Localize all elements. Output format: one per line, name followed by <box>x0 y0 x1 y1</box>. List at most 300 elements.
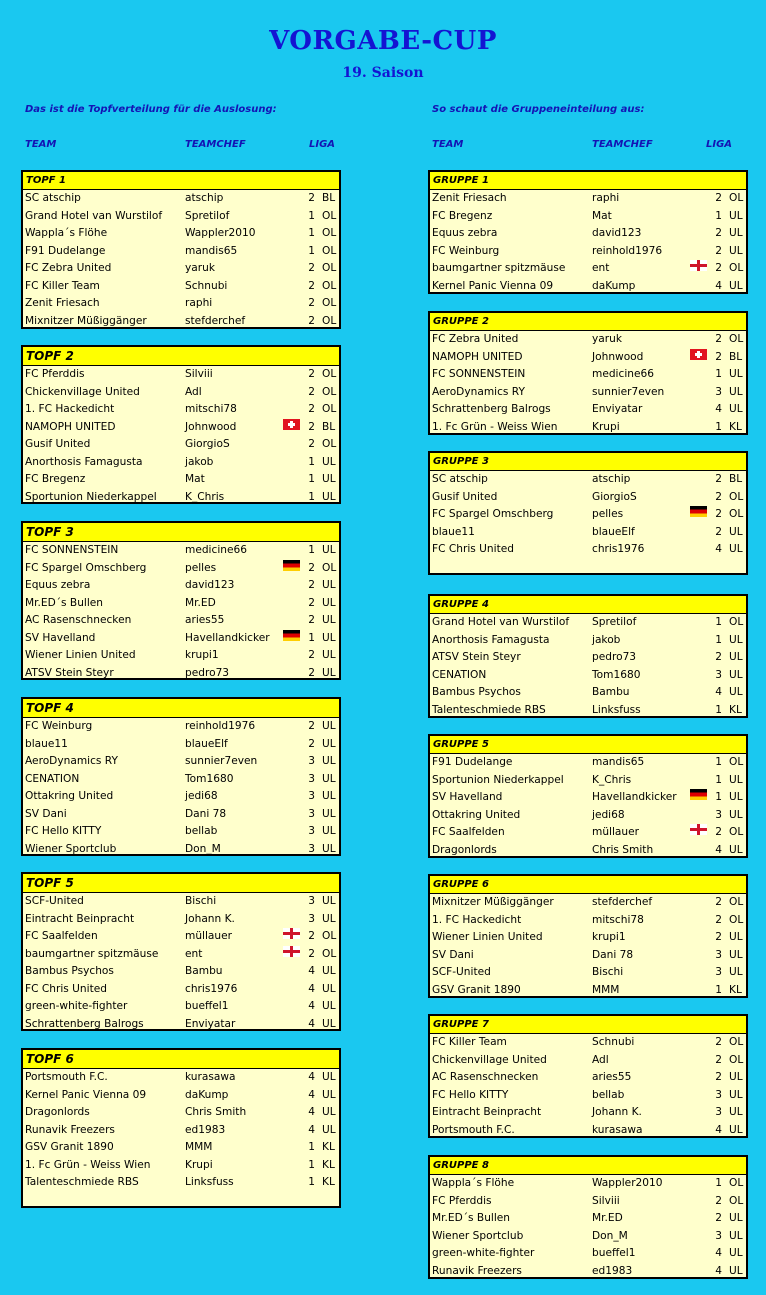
team-name: Mixnitzer Müßiggänger <box>432 896 554 908</box>
liga-code: UL <box>322 790 336 802</box>
team-name: Grand Hotel van Wurstilof <box>25 209 163 222</box>
team-name: Ottakring United <box>25 790 114 802</box>
topf-title: TOPF 1 <box>23 172 339 190</box>
liga-code: UL <box>322 1017 336 1030</box>
team-chef: aries55 <box>592 1071 632 1083</box>
team-chef: medicine66 <box>185 544 247 556</box>
team-chef: Mat <box>592 209 612 222</box>
liga-code: BL <box>322 192 336 204</box>
team-row <box>23 736 339 754</box>
team-chef: Wappler2010 <box>185 227 256 239</box>
team-chef: Bischi <box>185 895 217 907</box>
liga-code: OL <box>729 333 744 345</box>
gruppe-box <box>428 451 748 575</box>
liga-code: UL <box>322 755 336 767</box>
topf-box <box>21 1048 341 1208</box>
team-name: Mixnitzer Müßiggänger <box>25 314 147 327</box>
liga-number: 4 <box>308 1088 315 1101</box>
column-header-liga: LIGA <box>706 139 733 150</box>
liga-number: 2 <box>308 561 315 574</box>
team-row <box>430 1245 746 1263</box>
liga-code: UL <box>729 791 743 803</box>
team-chef: ent <box>592 262 610 274</box>
team-chef: Silviii <box>185 368 213 380</box>
team-row <box>430 649 746 667</box>
team-row <box>23 612 339 630</box>
liga-number: 4 <box>715 843 722 856</box>
team-chef: Mr.ED <box>592 1212 623 1224</box>
liga-number: 2 <box>715 1071 722 1083</box>
liga-number: 2 <box>308 438 315 450</box>
liga-number: 1 <box>308 455 315 468</box>
team-chef: GiorgioS <box>592 490 637 503</box>
liga-number: 1 <box>715 633 722 646</box>
gruppe-title: GRUPPE 1 <box>430 172 746 190</box>
liga-code: OL <box>729 616 744 628</box>
team-row <box>430 807 746 825</box>
team-chef: bueffel1 <box>185 1000 229 1012</box>
team-row <box>23 489 339 507</box>
liga-code: KL <box>322 1141 335 1153</box>
liga-code: OL <box>729 756 744 768</box>
liga-number: 3 <box>308 807 315 820</box>
liga-number: 1 <box>308 244 315 257</box>
liga-code: UL <box>322 544 336 556</box>
team-row <box>23 560 339 578</box>
liga-code: UL <box>322 455 336 468</box>
team-row <box>23 893 339 911</box>
team-row <box>23 243 339 261</box>
team-row <box>430 349 746 367</box>
team-row <box>23 998 339 1016</box>
team-name: FC Saalfelden <box>25 930 98 942</box>
liga-number: 4 <box>715 1123 722 1136</box>
team-row <box>430 684 746 702</box>
team-row <box>23 190 339 208</box>
team-row <box>430 260 746 278</box>
team-row <box>23 981 339 999</box>
liga-code: UL <box>322 912 336 925</box>
swiss-flag-icon <box>283 419 300 430</box>
column-header-chef: TEAMCHEF <box>185 139 246 150</box>
liga-code: UL <box>729 244 743 257</box>
team-row <box>430 894 746 912</box>
liga-code: UL <box>322 631 336 644</box>
team-name: Bambus Psychos <box>432 686 521 698</box>
liga-code: UL <box>729 525 743 538</box>
liga-code: UL <box>729 403 743 415</box>
liga-code: UL <box>729 385 743 398</box>
team-name: Schrattenberg Balrogs <box>432 403 551 415</box>
team-chef: Adl <box>185 385 202 398</box>
liga-number: 2 <box>715 262 722 274</box>
liga-number: 2 <box>715 473 722 485</box>
team-row <box>23 771 339 789</box>
team-chef: kurasawa <box>592 1123 643 1136</box>
team-row <box>430 471 746 489</box>
liga-number: 2 <box>715 525 722 538</box>
team-chef: chris1976 <box>185 982 238 995</box>
team-row <box>430 1104 746 1122</box>
team-row <box>23 542 339 560</box>
liga-number: 2 <box>715 826 722 838</box>
team-name: Zenit Friesach <box>25 297 100 309</box>
liga-code: UL <box>322 982 336 995</box>
team-chef: reinhold1976 <box>592 244 663 257</box>
team-name: AC Rasenschnecken <box>25 614 132 626</box>
team-name: Portsmouth F.C. <box>25 1071 108 1083</box>
column-header-chef: TEAMCHEF <box>592 139 653 150</box>
team-name: Equus zebra <box>432 227 498 239</box>
column-headers-left <box>25 139 345 151</box>
team-row <box>23 384 339 402</box>
topf-box <box>21 697 341 856</box>
team-name: AeroDynamics RY <box>432 385 525 398</box>
liga-code: UL <box>729 279 743 292</box>
team-row <box>430 912 746 930</box>
team-chef: krupi1 <box>592 931 626 943</box>
liga-code: UL <box>322 473 336 485</box>
liga-code: UL <box>729 1264 743 1277</box>
liga-number: 2 <box>308 579 315 591</box>
liga-number: 2 <box>308 385 315 398</box>
team-row <box>430 702 746 720</box>
liga-number: 4 <box>308 982 315 995</box>
liga-number: 1 <box>308 227 315 239</box>
liga-code: BL <box>729 350 743 363</box>
team-row <box>430 366 746 384</box>
team-row <box>430 208 746 226</box>
team-name: FC Spargel Omschberg <box>432 508 554 520</box>
liga-number: 1 <box>715 420 722 433</box>
liga-number: 2 <box>715 931 722 943</box>
team-name: Mr.ED´s Bullen <box>25 596 104 609</box>
team-row <box>430 541 746 559</box>
liga-number: 1 <box>715 791 722 803</box>
team-chef: Havellandkicker <box>185 631 270 644</box>
team-name: Anorthosis Famagusta <box>432 633 550 646</box>
liga-code: UL <box>729 948 743 961</box>
team-name: SV Havelland <box>25 631 96 644</box>
liga-number: 4 <box>715 543 722 555</box>
liga-number: 2 <box>715 1036 722 1048</box>
liga-number: 2 <box>308 930 315 942</box>
team-name: baumgartner spitzmäuse <box>432 262 566 274</box>
team-row <box>430 1193 746 1211</box>
liga-number: 2 <box>308 720 315 732</box>
liga-number: 2 <box>308 262 315 274</box>
team-row <box>430 243 746 261</box>
liga-code: OL <box>322 297 337 309</box>
team-name: Talenteschmiede RBS <box>25 1176 139 1188</box>
liga-number: 3 <box>715 1229 722 1242</box>
team-name: Zenit Friesach <box>432 192 507 204</box>
team-row <box>23 208 339 226</box>
team-chef: MMM <box>592 983 620 996</box>
liga-number: 4 <box>715 279 722 292</box>
liga-code: UL <box>322 490 336 503</box>
liga-number: 2 <box>715 913 722 926</box>
liga-code: UL <box>322 579 336 591</box>
team-row <box>430 524 746 542</box>
team-row <box>23 1016 339 1034</box>
team-name: F91 Dudelange <box>432 756 513 768</box>
liga-number: 3 <box>715 808 722 821</box>
team-row <box>430 772 746 790</box>
page-subtitle: 19. Saison <box>342 65 424 81</box>
liga-number: 1 <box>715 209 722 222</box>
team-row <box>23 823 339 841</box>
team-row <box>23 911 339 929</box>
team-chef: Tom1680 <box>185 772 234 785</box>
team-chef: atschip <box>592 473 631 485</box>
liga-number: 4 <box>308 1017 315 1030</box>
team-chef: sunnier7even <box>185 755 258 767</box>
team-chef: blaueElf <box>592 525 635 538</box>
team-name: 1. Fc Grün - Weiss Wien <box>25 1158 151 1171</box>
intro-left: Das ist die Topfverteilung für die Auslosung: <box>25 104 277 115</box>
team-chef: yaruk <box>185 262 215 274</box>
gruppe-title: GRUPPE 5 <box>430 736 746 754</box>
liga-code: OL <box>729 262 744 274</box>
gruppe-box <box>428 734 748 858</box>
team-row <box>430 1210 746 1228</box>
team-chef: daKump <box>592 279 636 292</box>
team-chef: GiorgioS <box>185 438 230 450</box>
liga-number: 3 <box>715 966 722 978</box>
team-name: blaue11 <box>432 525 475 538</box>
liga-code: UL <box>729 931 743 943</box>
team-chef: Enviyatar <box>592 403 643 415</box>
liga-code: UL <box>322 842 336 855</box>
team-name: SV Havelland <box>432 791 503 803</box>
swiss-flag-icon <box>690 349 707 360</box>
gruppe-box <box>428 1155 748 1279</box>
team-chef: Spretilof <box>185 209 230 222</box>
liga-code: OL <box>322 209 337 222</box>
team-row <box>430 190 746 208</box>
team-name: Runavik Freezers <box>25 1123 115 1136</box>
liga-number: 2 <box>308 279 315 292</box>
team-chef: bueffel1 <box>592 1247 636 1259</box>
gruppe-box <box>428 594 748 718</box>
team-name: FC SONNENSTEIN <box>25 544 119 556</box>
liga-code: OL <box>729 1053 744 1066</box>
team-name: F91 Dudelange <box>25 244 106 257</box>
team-chef: Bischi <box>592 966 624 978</box>
topf-title: TOPF 4 <box>23 699 339 718</box>
team-name: Ottakring United <box>432 808 521 821</box>
team-chef: Johann K. <box>185 912 235 925</box>
team-row <box>430 419 746 437</box>
team-chef: aries55 <box>185 614 225 626</box>
team-name: blaue11 <box>25 737 68 750</box>
liga-code: OL <box>322 368 337 380</box>
team-chef: blaueElf <box>185 737 228 750</box>
team-row <box>23 1139 339 1157</box>
team-row <box>23 577 339 595</box>
team-chef: MMM <box>185 1141 213 1153</box>
team-name: CENATION <box>25 772 80 785</box>
team-name: FC SONNENSTEIN <box>432 368 526 380</box>
team-name: Runavik Freezers <box>432 1264 522 1277</box>
team-name: Wappla´s Flöhe <box>25 227 108 239</box>
gruppe-title: GRUPPE 8 <box>430 1157 746 1175</box>
team-chef: yaruk <box>592 333 622 345</box>
team-row <box>23 1069 339 1087</box>
team-chef: Linksfuss <box>185 1176 234 1188</box>
liga-number: 4 <box>715 1247 722 1259</box>
liga-number: 1 <box>308 544 315 556</box>
team-row <box>430 614 746 632</box>
team-chef: daKump <box>185 1088 229 1101</box>
column-header-team: TEAM <box>25 139 57 150</box>
liga-number: 1 <box>715 368 722 380</box>
liga-code: OL <box>729 192 744 204</box>
column-header-liga: LIGA <box>309 139 336 150</box>
liga-code: UL <box>729 651 743 663</box>
team-name: FC Weinburg <box>25 720 93 732</box>
team-name: Eintracht Beinpracht <box>432 1106 542 1118</box>
liga-code: OL <box>322 227 337 239</box>
topf-title: TOPF 6 <box>23 1050 339 1069</box>
team-row <box>430 1263 746 1281</box>
liga-number: 2 <box>715 490 722 503</box>
liga-number: 2 <box>715 227 722 239</box>
team-name: Mr.ED´s Bullen <box>432 1212 511 1224</box>
liga-number: 2 <box>308 947 315 960</box>
team-name: SV Dani <box>25 807 67 820</box>
liga-number: 1 <box>308 490 315 503</box>
liga-code: OL <box>729 1177 744 1189</box>
german-flag-icon <box>283 560 300 571</box>
liga-code: UL <box>729 966 743 978</box>
team-name: Talenteschmiede RBS <box>432 703 546 716</box>
team-name: Dragonlords <box>25 1106 90 1118</box>
team-chef: bellab <box>592 1088 625 1101</box>
team-name: Chickenvillage United <box>25 385 140 398</box>
team-row <box>430 1069 746 1087</box>
liga-code: UL <box>729 633 743 646</box>
team-name: Sportunion Niederkappel <box>432 773 564 786</box>
team-row <box>430 506 746 524</box>
liga-code: KL <box>322 1176 335 1188</box>
team-row <box>23 471 339 489</box>
team-name: FC Chris United <box>432 543 514 555</box>
team-name: Sportunion Niederkappel <box>25 490 157 503</box>
liga-number: 2 <box>308 614 315 626</box>
team-name: ATSV Stein Steyr <box>25 666 114 679</box>
team-chef: krupi1 <box>185 649 219 661</box>
team-chef: david123 <box>592 227 642 239</box>
team-name: AeroDynamics RY <box>25 755 118 767</box>
team-row <box>23 1087 339 1105</box>
liga-number: 4 <box>715 1264 722 1277</box>
liga-code: OL <box>729 1036 744 1048</box>
liga-code: UL <box>322 772 336 785</box>
team-row <box>23 1122 339 1140</box>
liga-number: 4 <box>308 1071 315 1083</box>
team-chef: Chris Smith <box>185 1106 247 1118</box>
liga-number: 4 <box>308 1123 315 1136</box>
team-name: Kernel Panic Vienna 09 <box>25 1088 147 1101</box>
team-row <box>23 753 339 771</box>
team-chef: Johnwood <box>592 350 644 363</box>
team-name: FC Chris United <box>25 982 107 995</box>
team-name: FC Saalfelden <box>432 826 505 838</box>
team-row <box>23 946 339 964</box>
topf-title: TOPF 2 <box>23 347 339 366</box>
liga-number: 2 <box>308 666 315 679</box>
team-row <box>23 295 339 313</box>
liga-code: UL <box>322 1106 336 1118</box>
topf-box <box>21 345 341 504</box>
liga-number: 1 <box>308 1141 315 1153</box>
team-name: Gusif United <box>432 490 498 503</box>
team-chef: Schnubi <box>185 279 228 292</box>
team-name: NAMOPH UNITED <box>432 350 523 363</box>
team-name: green-white-fighter <box>432 1247 535 1259</box>
team-name: Wiener Sportclub <box>25 842 117 855</box>
german-flag-icon <box>283 630 300 641</box>
team-chef: Adl <box>592 1053 609 1066</box>
team-chef: mandis65 <box>592 756 645 768</box>
team-name: Equus zebra <box>25 579 91 591</box>
team-row <box>430 331 746 349</box>
liga-number: 1 <box>715 703 722 716</box>
liga-number: 2 <box>715 192 722 204</box>
team-row <box>430 632 746 650</box>
gruppe-title: GRUPPE 3 <box>430 453 746 471</box>
team-row <box>23 788 339 806</box>
team-chef: jedi68 <box>592 808 625 821</box>
team-row <box>23 366 339 384</box>
liga-code: KL <box>729 703 742 716</box>
team-name: FC Hello KITTY <box>25 825 102 837</box>
liga-code: OL <box>322 244 337 257</box>
liga-number: 2 <box>715 896 722 908</box>
team-chef: Linksfuss <box>592 703 641 716</box>
liga-code: UL <box>322 649 336 661</box>
team-chef: atschip <box>185 192 224 204</box>
liga-code: OL <box>322 403 337 415</box>
team-name: AC Rasenschnecken <box>432 1071 539 1083</box>
team-chef: Schnubi <box>592 1036 635 1048</box>
team-name: Dragonlords <box>432 843 497 856</box>
team-chef: K_Chris <box>592 773 632 786</box>
liga-code: OL <box>729 826 744 838</box>
team-chef: Bambu <box>592 686 630 698</box>
english-flag-icon <box>283 946 300 957</box>
liga-code: UL <box>729 1247 743 1259</box>
liga-code: OL <box>322 947 337 960</box>
team-chef: mitschi78 <box>185 403 237 415</box>
liga-number: 1 <box>715 756 722 768</box>
team-chef: pelles <box>185 561 217 574</box>
liga-number: 1 <box>308 631 315 644</box>
column-headers-right <box>432 139 752 151</box>
team-chef: Spretilof <box>592 616 637 628</box>
team-name: 1. Fc Grün - Weiss Wien <box>432 420 558 433</box>
team-row <box>23 595 339 613</box>
team-name: FC Killer Team <box>432 1036 507 1048</box>
gruppe-box <box>428 311 748 435</box>
team-name: ATSV Stein Steyr <box>432 651 521 663</box>
team-name: FC Pferddis <box>432 1194 492 1207</box>
team-row <box>23 313 339 331</box>
team-row <box>23 806 339 824</box>
liga-code: UL <box>322 807 336 820</box>
